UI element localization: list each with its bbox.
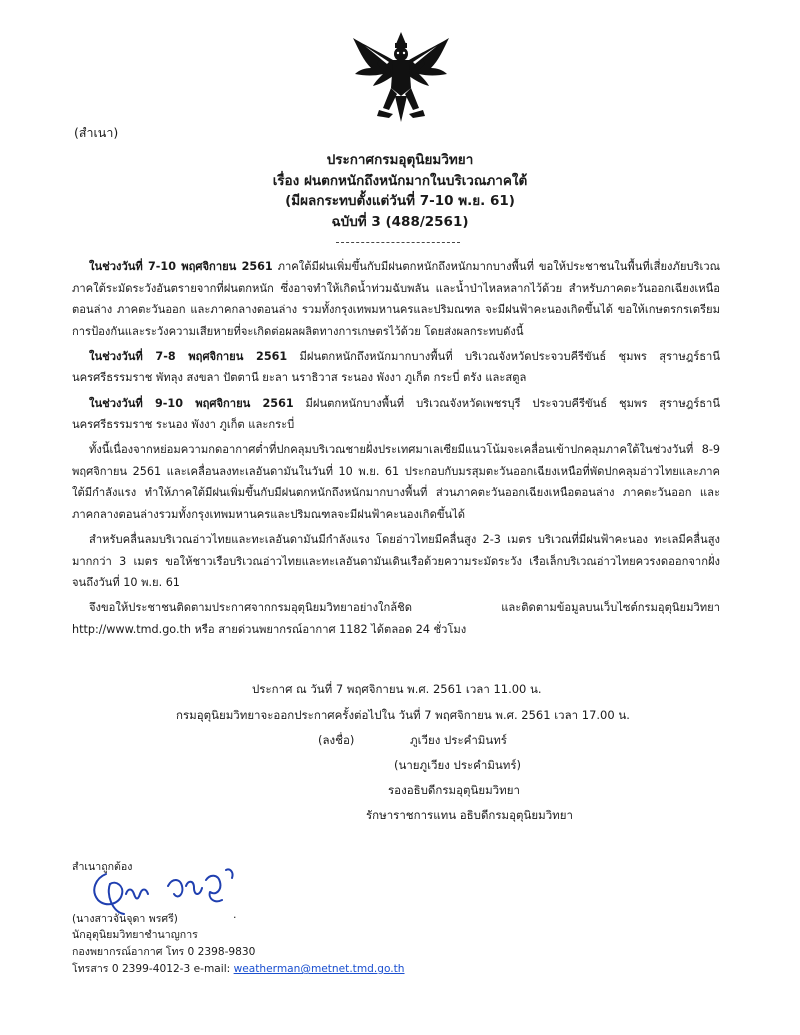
paragraph-text: ทั้งนี้เนื่องจากหย่อมความกดอากาศต่ำที่ปกคลุมบริเวณชายฝั่งประเทศมาเลเซียมีแนวโน้มจะเคลื่อนเข้าปกคลุมภาคใต้ในช่วงวันที่ 8-9 พฤศจิกายน 2561 และเคลื่อนลงทะเลอันดามันในวันที่ 10 พ.ย. 61 ประกอบกับมรสุมตะวันออกเฉียงเหนือที่พัดปกคลุมอ่าวไทยและภาคใต้มีกำลังแรง ทำให้ภาคใต้มีฝนเพิ่มขึ้นกับมีฝนตกหนักถึงหนักมากบางพื้นที่ ส่วนภาคตะวันออกเฉียงเหนือตอนล่าง ภาคตะวันออก และภาคกลางตอนล่างรวมทั้งกรุงเทพมหานครและปริมณฑลจะมีฝนฟ้าคะนองเกิดขึ้นได้ — [72, 443, 720, 522]
document-headings — [0, 150, 800, 232]
signer-acting: รักษาราชการแทน อธิบดีกรมอุตุนิยมวิทยา — [366, 808, 573, 822]
effect-period: (มีผลกระทบตั้งแต่วันที่ 7-10 พ.ย. 61) — [285, 193, 515, 209]
issue-number: ฉบับที่ 3 (488/2561) — [331, 213, 469, 230]
paragraph-lead: ในช่วงวันที่ 9-10 พฤศจิกายน 2561 — [89, 396, 294, 410]
signer-position: รองอธิบดีกรมอุตุนิยมวิทยา — [388, 783, 520, 797]
announce-date: ประกาศ ณ วันที่ 7 พฤศจิกายน พ.ศ. 2561 เวลา 11.00 น. — [252, 682, 542, 696]
signed-label: (ลงชื่อ) — [318, 733, 355, 747]
signer-name: ภูเวียง ประคำมินทร์ — [410, 733, 507, 747]
paragraph-text: จึงขอให้ประชาชนติดตามประกาศจากกรมอุตุนิยมวิทยาอย่างใกล้ชิด และติดตามข้อมูลบนเว็บไซต์กรมอุตุนิยมวิทยา http://www.tmd.go.th หรือ สายด่วนพยากรณ์อากาศ 1182 ได้ตลอด 24 ชั่วโมง — [72, 601, 720, 636]
email-link[interactable]: weatherman@metnet.tmd.go.th — [233, 963, 405, 975]
copy-mark: (สำเนา) — [74, 125, 119, 140]
next-announcement: กรมอุตุนิยมวิทยาจะออกประกาศครั้งต่อไปใน วันที่ 7 พฤศจิกายน พ.ศ. 2561 เวลา 17.00 น. — [176, 708, 630, 722]
paragraph-lead: ในช่วงวันที่ 7-8 พฤศจิกายน 2561 — [89, 349, 288, 363]
document-title: ประกาศกรมอุตุนิยมวิทยา — [326, 152, 474, 168]
paragraph — [72, 597, 720, 640]
paragraph — [72, 346, 720, 389]
certified-label: สำเนาถูกต้อง — [72, 861, 133, 873]
paragraph-lead: ในช่วงวันที่ 7-10 พฤศจิกายน 2561 — [89, 260, 273, 273]
dot-mark: . — [233, 908, 237, 921]
paragraph — [72, 439, 720, 525]
certifier-name: (นางสาวจันจุดา พรศรี) — [72, 913, 178, 925]
paragraph-text: มีฝนตกหนักบางพื้นที่ บริเวณจังหวัดเพชรบุรี ประจวบคีรีขันธ์ ชุมพร สุราษฎร์ธานี นครศรีธรรมราช ระนอง พังงา ภูเก็ต และกระบี่ — [72, 396, 720, 432]
paragraph — [72, 393, 720, 436]
paragraph-text: ภาคใต้มีฝนเพิ่มขึ้นกับมีฝนตกหนักถึงหนักมากบางพื้นที่ ขอให้ประชาชนในพื้นที่เสี่ยงภัยบริเวณภาคใต้ระมัดระวังอันตรายจากที่ฝนตกหนัก ซึ่งอาจทำให้เกิดน้ำท่วมฉับพลัน และน้ำป่าไหลหลากไว้ด้วย สำหรับภาคตะวันออกเฉียงเหนือตอนล่าง ภาคตะวันออก และภาคกลางตอนล่าง รวมทั้งกรุงเทพมหานครและปริมณฑล จะมีฝนฟ้าคะนองเกิดขึ้นได้ ขอให้เกษตรกรเตรียมการป้องกันและระวังความเสียหายที่จะเกิดต่อผลผลิตทางการเกษตรไว้ด้วย โดยส่งผลกระทบดังนี้ — [72, 260, 720, 338]
office-phone: กองพยากรณ์อากาศ โทร 0 2398-9830 — [72, 946, 256, 958]
document-subject: เรื่อง ฝนตกหนักถึงหนักมากในบริเวณภาคใต้ — [272, 172, 528, 189]
paragraph-text: สำหรับคลื่นลมบริเวณอ่าวไทยและทะเลอันดามันมีกำลังแรง โดยอ่าวไทยมีคลื่นสูง 2-3 เมตร บริเวณที่มีฝนฟ้าคะนอง ทะเลมีคลื่นสูงมากกว่า 3 เมตร ขอให้ชาวเรือบริเวณอ่าวไทยและทะเลอันดามันเดินเรือด้วยความระมัดระวัง เรือเล็กบริเวณอ่าวไทยควรงดออกจากฝั่งจนถึงวันที่ 10 พ.ย. 61 — [72, 533, 720, 590]
document-body — [72, 256, 720, 644]
paragraph-text: มีฝนตกหนักถึงหนักมากบางพื้นที่ บริเวณจังหวัดประจวบคีรีขันธ์ ชุมพร สุราษฎร์ธานี นครศรีธรรมราช พัทลุง สงขลา ปัตตานี ยะลา นราธิวาส ระนอง พังงา ภูเก็ต กระบี่ ตรัง และสตูล — [72, 349, 720, 385]
garuda-emblem-icon — [349, 30, 453, 130]
certifier-title: นักอุตุนิยมวิทยาชำนาญการ — [72, 929, 198, 941]
fax-text: โทรสาร 0 2399-4012-3 e-mail: — [72, 963, 234, 975]
fax-email-line — [72, 960, 405, 977]
separator-line — [336, 242, 460, 243]
paragraph — [72, 529, 720, 594]
signer-full-name: (นายภูเวียง ประคำมินทร์) — [394, 758, 522, 772]
paragraph — [72, 256, 720, 342]
